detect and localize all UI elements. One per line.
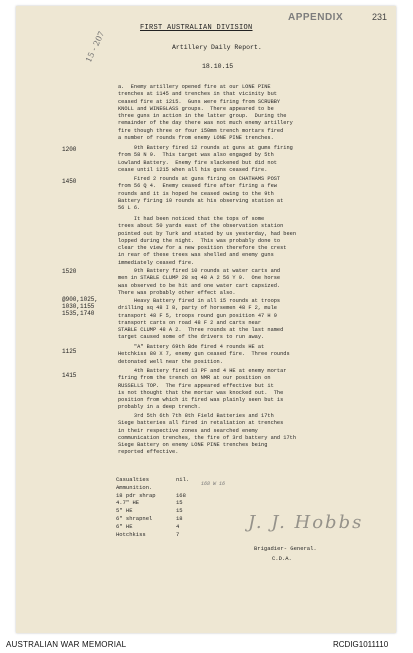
ammo-name: 4.7" HE	[116, 499, 140, 507]
ammo-row	[116, 499, 196, 507]
archive-reference: RCDIG1011110	[333, 640, 389, 649]
ammo-pencil-annotation: 168 W 16	[201, 481, 226, 487]
pencil-annotation: 15 - 207	[84, 29, 107, 64]
report-paragraph: 3rd 5th 6th 7th 8th Field Batteries and 17th Siege batteries all fired in retaliation at trenches in their respective zones and searched enemy communication trenches, the fire of 3rd battery and 17th Siege Battery on enemy LONE PINE trenches being reported effective.	[118, 413, 297, 456]
report-paragraph: 9th Battery fired 12 rounds at guns at gums firing from 58 N 9. This target was also engaged by 5th Lowland Battery. Enemy fire slackened but did not cease until 1215 when all his guns ceased fire.	[118, 145, 293, 173]
ammo-value: 7	[176, 530, 180, 538]
casualties-label: Casualties	[116, 476, 150, 483]
report-paragraph: Fired 2 rounds at guns firing on CHATHAMS POST from 56 Q 4. Enemy ceased fire after firing a few rounds and it is hoped he ceased owing to the 9th Battery firing 10 rounds at his observing station at 56 L 6.	[118, 176, 284, 212]
division-title: FIRST AUSTRALIAN DIVISION	[140, 24, 253, 32]
report-paragraph: It had been noticed that the tops of some trees about 50 yards east of the observation station pointed out by Turk and stated by us yesterday, had been lopped during the night. This was probably done to clear the view for a new position therefore the crest in rear of these trees was shelled and enemy guns immediately ceased fire.	[118, 216, 297, 266]
page-number: 231	[372, 12, 388, 22]
ammo-value: 168	[176, 491, 186, 499]
margin-time: 1125	[62, 348, 77, 355]
ammo-value: 18	[176, 514, 183, 522]
ammo-name: 6" shrapnel	[116, 514, 153, 522]
ammo-row	[116, 507, 196, 515]
report-paragraph: Heavy Battery fired in all 15 rounds at troops drilling sq 48 I 8, party of horsemen 48 F 2, mule transport 48 F 5, troops round gun position 47 H 9 transport carts on road 48 F 2 and carts near STABLE CLUMP 48 A 2. Three rounds at the last named target caused some of the drivers to run away.	[118, 298, 284, 341]
ammo-name: 5" HE	[116, 507, 133, 515]
ammo-value: 15	[176, 507, 183, 515]
report-paragraph: 4th Battery fired 13 PF and 4 HE at enemy mortar firing from the trench on NMR at our position on RUSSELLS TOP. The fire appeared effective but it is not thought that the mortar was knocked out. The position from which it fired was plainly seen but is probably in a deep trench.	[118, 368, 287, 411]
ammo-name: 6" HE	[116, 522, 133, 530]
handwritten-signature: J. J. Hobbs	[248, 512, 364, 533]
margin-time: @900,1025, 1030,1155 1535,1740	[62, 296, 99, 317]
report-title: Artillery Daily Report.	[172, 44, 262, 51]
margin-time: 1450	[62, 178, 77, 185]
appendix-stamp: APPENDIX	[288, 12, 344, 23]
report-paragraph: 9th Battery fired 10 rounds at water carts and men in STABLE CLUMP 28 sq 48 A 2 56 Y 9. One horse was observed to be hit and one water cart capsized. There was probably other effect also.	[118, 268, 281, 296]
casualty-ammunition-table	[116, 476, 196, 538]
ammo-value: 15	[176, 499, 183, 507]
report-paragraph: "A" Battery 69th Bde fired 4 rounds HE at Hetchkiss 80 X 7, enemy gun ceased fire. Three rounds detonated well near the position.	[118, 344, 290, 365]
ammo-name: Hotchkiss	[116, 530, 146, 538]
ammo-row	[116, 515, 196, 523]
ammunition-label: Ammunition.	[116, 483, 153, 491]
casualties-value: nil.	[176, 476, 190, 483]
ammo-row	[116, 523, 196, 531]
ammo-name: 18 pdr shrap	[116, 491, 156, 499]
ammo-row	[116, 531, 196, 539]
report-date: 18.10.15	[202, 63, 234, 70]
casualties-row	[116, 476, 196, 484]
margin-time: 1520	[62, 268, 77, 275]
archive-credit: AUSTRALIAN WAR MEMORIAL	[6, 640, 127, 649]
ammo-value: 4	[176, 522, 180, 530]
signatory-unit: C.D.A.	[272, 555, 292, 562]
signatory-rank: Brigadier- General.	[254, 545, 317, 552]
ammo-row	[116, 492, 196, 500]
margin-time: 1415	[62, 372, 77, 379]
margin-time: 1200	[62, 146, 77, 153]
report-paragraph: a. Enemy artillery opened fire at our LONE PINE trenches at 1145 and trenches in that vicinity but ceased fire at 1215. Guns were firing from SCRUBBY KNOLL and WINEGLASS groups. There appeared to be three guns in action in the latter group. During the remainder of the day there was not much enemy artillery fire though three or four 150mm trench mortars fired a number of rounds from enemy LONE PINE trenches.	[118, 84, 293, 142]
